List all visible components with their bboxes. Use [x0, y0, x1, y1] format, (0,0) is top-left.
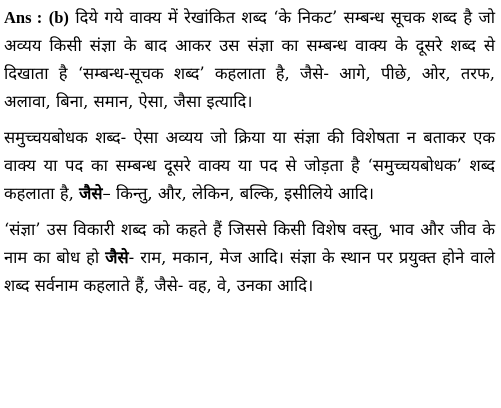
conjunction-definition: समुच्चयबोधक शब्द- ऐसा अव्यय जो क्रिया या संज्ञा की विशेषता न बताकर एक वाक्य या पद का सम्बन्ध दूसरे वाक्य या पद से जोड़ता है ‘समुच्चयबोधक’ शब्द कहलाता है,	[4, 128, 495, 203]
noun-definition: ‘संज्ञा’ उस विकारी शब्द को कहते हैं जिससे किसी विशेष वस्तु, भाव और जीव के नाम का बोध हो	[4, 220, 495, 267]
answer-paragraph	[4, 4, 495, 116]
conjunction-examples: – किन्तु, और, लेकिन, बल्कि, इसीलिये आदि।	[102, 184, 375, 203]
answer-label: Ans :	[4, 8, 43, 27]
answer-explanation: दिये गये वाक्य में रेखांकित शब्द ‘के निकट’ सम्बन्ध सूचक शब्द है जो अव्यय किसी संज्ञा के बाद आकर उस संज्ञा का सम्बन्ध वाक्य के दूसरे शब्द से दिखाता है ‘सम्बन्ध-सूचक शब्द’ कहलाता है, जैसे- आगे, पीछे, ओर, तरफ, अलावा, बिना, समान, ऐसा, जैसा इत्यादि।	[4, 8, 496, 111]
conjunction-paragraph	[4, 124, 495, 208]
answer-document	[4, 4, 495, 308]
noun-examples: - राम, मकान, मेज आदि। संज्ञा के स्थान पर प्रयुक्त होने वाले शब्द सर्वनाम कहलाते हैं, जैसे- वह, वे, उनका आदि।	[4, 248, 495, 295]
conjunction-example-label: जैसे	[79, 184, 103, 203]
noun-paragraph	[4, 216, 495, 300]
noun-example-label: जैसे	[105, 248, 129, 267]
answer-option: (b)	[48, 8, 69, 27]
